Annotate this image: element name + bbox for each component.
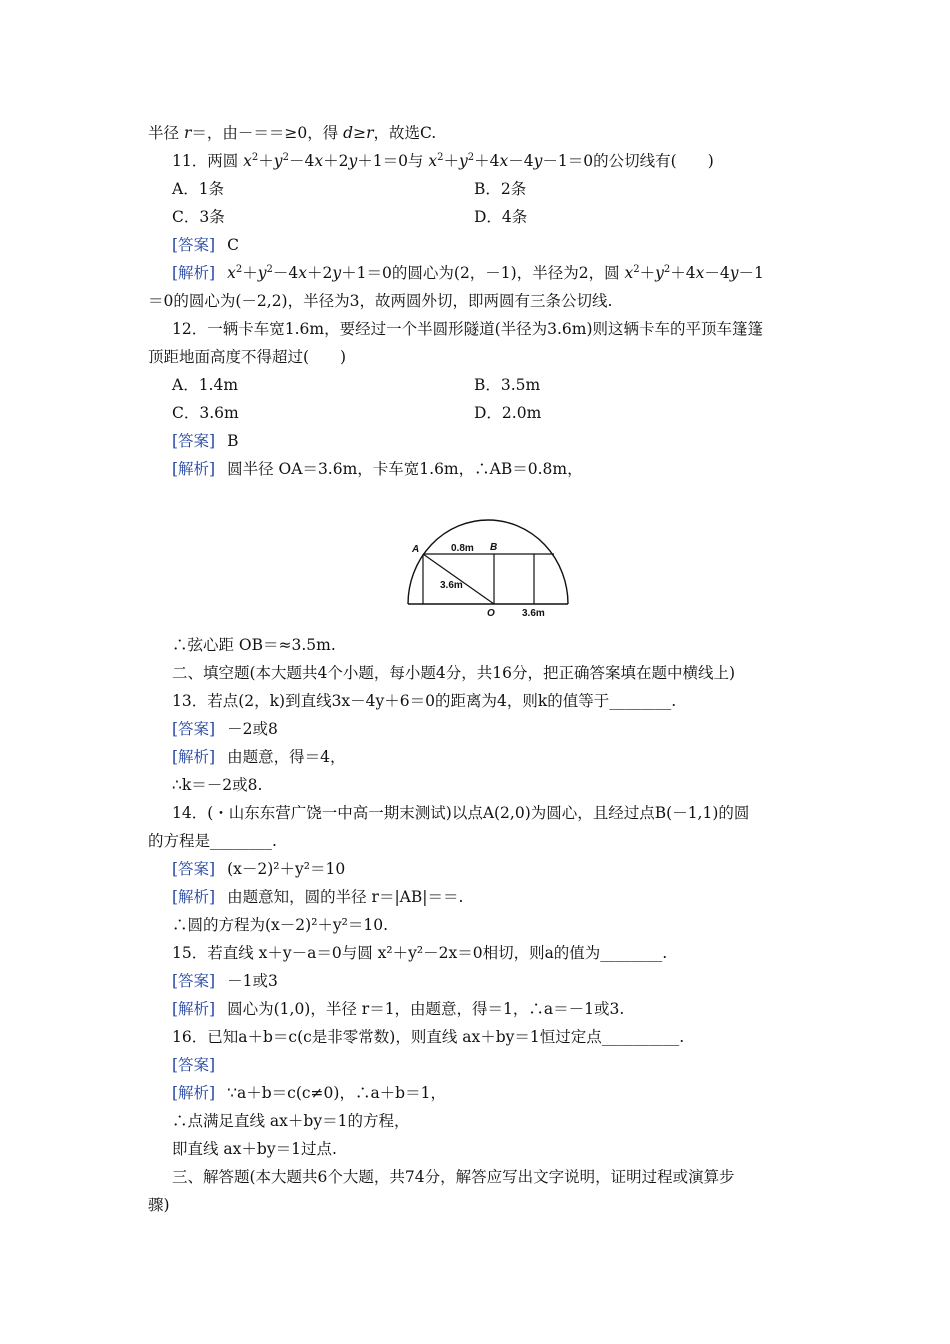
option-c: C．3.6m bbox=[172, 404, 239, 422]
explanation-line: [解析] 圆半径 OA＝3.6m，卡车宽1.6m，∴AB＝0.8m， bbox=[172, 460, 583, 478]
question-13-stem: 13．若点(2，k)到直线3x－4y＋6＝0的距离为4，则k的值等于________. bbox=[172, 692, 677, 710]
text-line: ∴k＝－2或8. bbox=[172, 776, 263, 794]
answer-line: [答案] －1或3 bbox=[172, 972, 278, 990]
label-oa: 3.6m bbox=[440, 580, 463, 591]
answer-tag: [答案] bbox=[172, 236, 216, 254]
answer-line: [答案] C bbox=[172, 236, 239, 254]
option-d: D．4条 bbox=[474, 208, 528, 226]
option-a: A．1条 bbox=[172, 180, 225, 198]
text-line: 即直线 ax＋by＝1过点. bbox=[172, 1140, 337, 1158]
option-b: B．3.5m bbox=[474, 376, 541, 394]
option-a: A．1.4m bbox=[172, 376, 239, 394]
question-16-stem: 16．已知a＋b＝c(c是非零常数)，则直线 ax＋by＝1恒过定点__________. bbox=[172, 1028, 685, 1046]
option-c: C．3条 bbox=[172, 208, 225, 226]
radius-oa bbox=[423, 554, 494, 604]
section-heading: 二、填空题(本大题共4个小题，每小题4分，共16分，把正确答案填在题中横线上) bbox=[172, 664, 736, 682]
section-heading: 三、解答题(本大题共6个大题，共74分，解答应写出文字说明，证明过程或演算步 bbox=[172, 1168, 735, 1186]
tunnel-diagram bbox=[398, 514, 598, 620]
option-b: B．2条 bbox=[474, 180, 527, 198]
explanation-line: [解析] 由题意，得＝4， bbox=[172, 748, 346, 766]
question-12-stem: 12．一辆卡车宽1.6m，要经过一个半圆形隧道(半径为3.6m)则这辆卡车的平顶车篷篷 bbox=[172, 320, 764, 338]
explanation-line: [解析] $x^2+y^2-4x+2y+1=0$的圆心为(2，－1)，半径为2，圆 $x^2+y^2+4x-4y-1$ bbox=[172, 264, 764, 282]
answer-line bbox=[172, 1054, 227, 1076]
text-line: ∴点满足直线 ax＋by＝1的方程， bbox=[172, 1112, 410, 1130]
question-14-stem: 14．(・山东东营广饶一中高一期末测试)以点A(2,0)为圆心，且经过点B(－1,1)的圆 bbox=[172, 804, 750, 822]
answer-tag: [答案] bbox=[172, 720, 216, 738]
question-11-stem: 11．两圆 $x^2+y^2-4x+2y+1=0$与 $x^2+y^2+4x-4y-1=0$的公切线有( ) bbox=[172, 152, 714, 170]
label-b: B bbox=[490, 542, 498, 553]
text-line: ∴弦心距 OB＝≈3.5m. bbox=[172, 636, 336, 654]
explanation-tag: [解析] bbox=[172, 1000, 216, 1018]
semicircle-arc bbox=[408, 520, 568, 604]
section-heading: 骤) bbox=[148, 1196, 170, 1214]
text-line: 半径 r＝，由－＝＝≥0，得 d≥r，故选C. bbox=[148, 124, 437, 142]
answer-tag: [答案] bbox=[172, 860, 216, 878]
question-12-stem: 顶距地面高度不得超过( ) bbox=[148, 348, 347, 366]
explanation-tag: [解析] bbox=[172, 264, 216, 282]
explanation-line: ＝0的圆心为(－2,2)，半径为3，故两圆外切，即两圆有三条公切线. bbox=[148, 292, 613, 310]
explanation-line: [解析] 圆心为(1,0)，半径 r＝1，由题意，得＝1，∴a＝－1或3. bbox=[172, 1000, 625, 1018]
explanation-tag: [解析] bbox=[172, 748, 216, 766]
explanation-tag: [解析] bbox=[172, 460, 216, 478]
option-d: D．2.0m bbox=[474, 404, 542, 422]
explanation-tag: [解析] bbox=[172, 1084, 216, 1102]
explanation-tag: [解析] bbox=[172, 888, 216, 906]
answer-tag: [答案] bbox=[172, 432, 216, 450]
explanation-line: [解析] 由题意知，圆的半径 r＝|AB|＝＝. bbox=[172, 888, 464, 906]
label-a: A bbox=[412, 544, 420, 555]
explanation-line: [解析] ∵a＋b＝c(c≠0)，∴a＋b＝1， bbox=[172, 1084, 446, 1102]
answer-line: [答案] B bbox=[172, 432, 239, 450]
question-15-stem: 15．若直线 x＋y－a＝0与圆 x²＋y²－2x＝0相切，则a的值为________. bbox=[172, 944, 668, 962]
answer-line: [答案] －2或8 bbox=[172, 720, 278, 738]
label-o: O bbox=[487, 608, 495, 619]
answer-tag: [答案] bbox=[172, 972, 216, 990]
answer-tag: [答案] bbox=[172, 1056, 216, 1074]
label-radius: 3.6m bbox=[522, 608, 545, 619]
answer-line: [答案] (x－2)²＋y²＝10 bbox=[172, 860, 346, 878]
question-14-stem: 的方程是________. bbox=[148, 832, 277, 850]
text-line: ∴圆的方程为(x－2)²＋y²＝10. bbox=[172, 916, 389, 934]
label-ab: 0.8m bbox=[451, 543, 474, 554]
